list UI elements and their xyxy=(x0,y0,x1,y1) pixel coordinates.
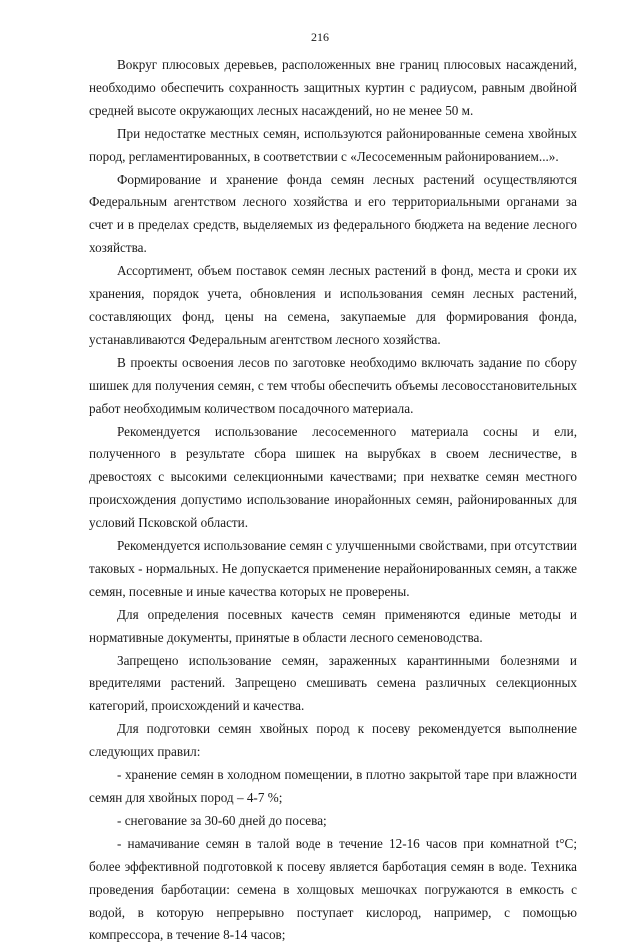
page-number: 216 xyxy=(311,30,329,44)
body-text xyxy=(89,54,577,947)
paragraph: Рекомендуется использование лесосеменного материала сосны и ели, полученного в результате сбора шишек на вырубках в своем лесничестве, в древостоях с высокими селекционными качествами; при нехватке семян местного происхождения допустимо использование инорайонных семян, районированных для условий Псковской области. xyxy=(89,423,577,531)
paragraph: Формирование и хранение фонда семян лесных растений осуществляются Федеральным агентством лесного хозяйства и его территориальными органами за счет и в пределах средств, выделяемых из федерального бюджета на ведение лесного хозяйства. xyxy=(89,171,577,256)
list-item: - хранение семян в холодном помещении, в плотно закрытой таре при влажности семян для хвойных пород – 4-7 %; xyxy=(89,767,577,805)
list-item: - снегование за 30-60 дней до посева; xyxy=(117,812,327,828)
list-item: - намачивание семян в талой воде в течение 12-16 часов при комнатной t°C; более эффективной подготовкой к посеву является барботация семян в воде. Техника проведения барботации: семена в холщовых мешочках погружаются в емкость с водой, в которую непрерывно поступает кислород, например, с помощью компрессора, в течение 8-14 часов; xyxy=(89,835,577,943)
paragraph: Для определения посевных качеств семян применяются единые методы и нормативные документы, принятые в области лесного семеноводства. xyxy=(89,606,577,645)
paragraph: При недостатке местных семян, используются районированные семена хвойных пород, регламентированных, в соответствии с «Лесосеменным районированием...». xyxy=(89,125,577,164)
paragraph: В проекты освоения лесов по заготовке необходимо включать задание по сбору шишек для получения семян, с тем чтобы обеспечить объемы лесовосстановительных работ необходимым количеством посадочного материала. xyxy=(89,354,577,416)
paragraph: Ассортимент, объем поставок семян лесных растений в фонд, места и сроки их хранения, порядок учета, обновления и использования семян лесных растений, составляющих фонд, цены на семена, закупаемые для формирования фонда, устанавливаются Федеральным агентством лесного хозяйства. xyxy=(89,263,577,347)
paragraph: Для подготовки семян хвойных пород к посеву рекомендуется выполнение следующих правил: xyxy=(89,721,577,760)
paragraph: Вокруг плюсовых деревьев, расположенных вне границ плюсовых насаждений, необходимо обеспечить сохранность защитных куртин с радиусом, равным двойной средней высоте окружающих лесных насаждений, но не менее 50 м. xyxy=(89,57,577,118)
paragraph: Запрещено использование семян, зараженных карантинными болезнями и вредителями растений. Запрещено смешивать семена различных селекционных категорий, происхождений и качества. xyxy=(89,652,577,714)
paragraph: Рекомендуется использование семян с улучшенными свойствами, при отсутствии таковых - нормальных. Не допускается применение нерайонированных семян, а также семян, посевные и иные качества которых не проверены. xyxy=(89,538,577,599)
